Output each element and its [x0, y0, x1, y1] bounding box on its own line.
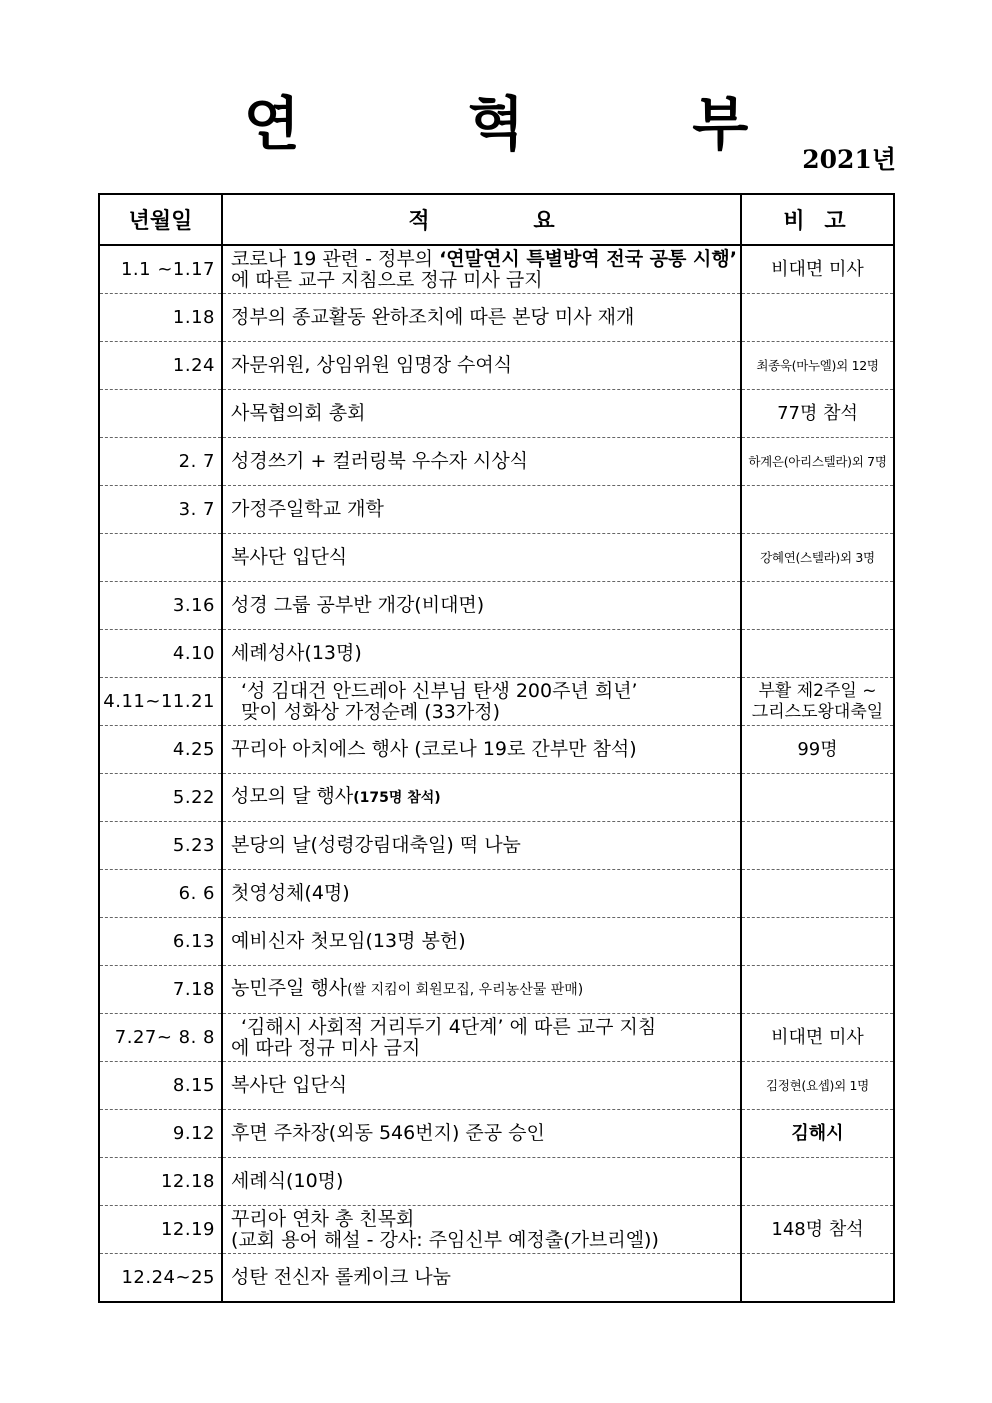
row-note — [741, 870, 894, 918]
history-table — [98, 193, 895, 1303]
row-date: 4.25 — [99, 726, 222, 774]
row-date: 4.11~11.21 — [99, 678, 222, 726]
row-note-line-2: 그리스도왕대축일 — [751, 701, 884, 722]
row-desc: 세례성사(13명) — [222, 630, 741, 678]
row-note: 77명 참석 — [741, 390, 894, 438]
table-row — [99, 245, 894, 294]
row-desc-text: ‘김해시 사회적 거리두기 4단계’ 에 따른 교구 지침 — [241, 1015, 657, 1038]
row-note — [741, 582, 894, 630]
row-note — [741, 966, 894, 1014]
row-desc: 자문위원, 상임위원 임명장 수여식 — [222, 342, 741, 390]
table-row — [99, 486, 894, 534]
row-note — [741, 918, 894, 966]
row-desc-text: 농민주일 행사 — [231, 977, 348, 999]
row-date: 5.22 — [99, 774, 222, 822]
row-note — [741, 822, 894, 870]
page-title: 연 혁 부 — [243, 90, 823, 158]
row-date: 8.15 — [99, 1062, 222, 1110]
row-note — [741, 1158, 894, 1206]
table-row — [99, 966, 894, 1014]
table-row — [99, 294, 894, 342]
row-note: 비대면 미사 — [741, 1014, 894, 1062]
row-desc — [222, 678, 741, 726]
row-date: 9.12 — [99, 1110, 222, 1158]
row-date: 6. 6 — [99, 870, 222, 918]
table-row — [99, 1254, 894, 1303]
row-date: 5.23 — [99, 822, 222, 870]
row-note: 강혜연(스텔라)외 3명 — [741, 534, 894, 582]
row-desc-text: ‘성 김대건 안드레아 신부님 탄생 200주년 희년’ — [241, 679, 638, 702]
row-desc: 꾸리아 아치에스 행사 (코로나 19로 간부만 참석) — [222, 726, 741, 774]
row-note — [741, 630, 894, 678]
table-row — [99, 1014, 894, 1062]
year-label: 2021년 — [802, 145, 896, 174]
row-desc: 성경 그룹 공부반 개강(비대면) — [222, 582, 741, 630]
table-row — [99, 390, 894, 438]
table-row — [99, 1062, 894, 1110]
row-note: 김정현(요셉)외 1명 — [741, 1062, 894, 1110]
row-note: 비대면 미사 — [741, 245, 894, 294]
row-date — [99, 390, 222, 438]
row-date: 1.18 — [99, 294, 222, 342]
row-date: 7.27~ 8. 8 — [99, 1014, 222, 1062]
row-date — [99, 534, 222, 582]
row-desc-text-2: 맞이 성화상 가정순례 (33가정) — [241, 700, 501, 723]
row-note — [741, 294, 894, 342]
row-desc: 첫영성체(4명) — [222, 870, 741, 918]
row-date: 3. 7 — [99, 486, 222, 534]
row-desc-text: 코로나 19 관련 - 정부의 — [231, 247, 440, 270]
row-desc-text-2: (교회 용어 해설 - 강사: 주임신부 예정출(가브리엘)) — [231, 1228, 659, 1251]
row-date: 12.19 — [99, 1206, 222, 1254]
table-row — [99, 438, 894, 486]
header-desc: 적 요 — [222, 194, 741, 245]
row-note — [741, 678, 894, 726]
row-desc: 성경쓰기 + 컬러링북 우수자 시상식 — [222, 438, 741, 486]
row-date: 7.18 — [99, 966, 222, 1014]
table-row — [99, 870, 894, 918]
row-note: 하계은(아리스텔라)외 7명 — [741, 438, 894, 486]
row-note — [741, 1254, 894, 1303]
row-note: 148명 참석 — [741, 1206, 894, 1254]
row-desc — [222, 245, 741, 294]
table-row — [99, 774, 894, 822]
row-desc: 정부의 종교활동 완하조치에 따른 본당 미사 재개 — [222, 294, 741, 342]
row-desc-text-2: 에 따른 교구 지침으로 정규 미사 금지 — [231, 268, 543, 291]
row-note: 김해시 — [741, 1110, 894, 1158]
row-desc: 세례식(10명) — [222, 1158, 741, 1206]
header-date: 년월일 — [99, 194, 222, 245]
row-desc-text-2: 에 따라 정규 미사 금지 — [231, 1036, 421, 1059]
row-date: 6.13 — [99, 918, 222, 966]
row-date: 12.18 — [99, 1158, 222, 1206]
row-desc — [222, 1206, 741, 1254]
row-desc-text: 꾸리아 연차 총 친목회 — [231, 1207, 415, 1230]
table-row — [99, 726, 894, 774]
table-row — [99, 1110, 894, 1158]
row-desc: 사목협의회 총회 — [222, 390, 741, 438]
table-row — [99, 630, 894, 678]
table-row — [99, 918, 894, 966]
row-date: 2. 7 — [99, 438, 222, 486]
row-date: 1.1 ~1.17 — [99, 245, 222, 294]
row-desc — [222, 966, 741, 1014]
header-note: 비 고 — [741, 194, 894, 245]
row-note-line-1: 부활 제2주일 ~ — [758, 680, 877, 701]
row-desc-small: (쌀 지킴이 회원모집, 우리농산물 판매) — [347, 982, 584, 998]
row-desc: 복사단 입단식 — [222, 534, 741, 582]
table-row — [99, 534, 894, 582]
row-note — [741, 774, 894, 822]
row-date: 12.24~25 — [121, 1267, 215, 1288]
row-note: 99명 — [741, 726, 894, 774]
row-date: 3.16 — [99, 582, 222, 630]
row-desc: 가정주일학교 개학 — [222, 486, 741, 534]
row-desc-emphasis: ‘연말연시 특별방역 전국 공통 시행’ — [439, 247, 737, 270]
row-desc: 복사단 입단식 — [222, 1062, 741, 1110]
table-row — [99, 678, 894, 726]
row-desc — [222, 1014, 741, 1062]
row-note — [741, 486, 894, 534]
table-header-row — [99, 194, 894, 245]
table-row — [99, 1206, 894, 1254]
table-row — [99, 342, 894, 390]
table-row — [99, 822, 894, 870]
row-desc: 예비신자 첫모임(13명 봉헌) — [222, 918, 741, 966]
row-desc: 후면 주차장(외동 546번지) 준공 승인 — [222, 1110, 741, 1158]
row-desc: 본당의 날(성령강림대축일) 떡 나눔 — [222, 822, 741, 870]
row-date: 4.10 — [99, 630, 222, 678]
row-note: 최종욱(마누엘)외 12명 — [741, 342, 894, 390]
table-row — [99, 582, 894, 630]
row-desc — [222, 774, 741, 822]
row-desc-emphasis: (175명 참석) — [353, 790, 441, 806]
row-desc-text: 성모의 달 행사 — [231, 785, 354, 807]
table-row — [99, 1158, 894, 1206]
row-desc: 성탄 전신자 롤케이크 나눔 — [222, 1254, 741, 1303]
row-date: 1.24 — [99, 342, 222, 390]
